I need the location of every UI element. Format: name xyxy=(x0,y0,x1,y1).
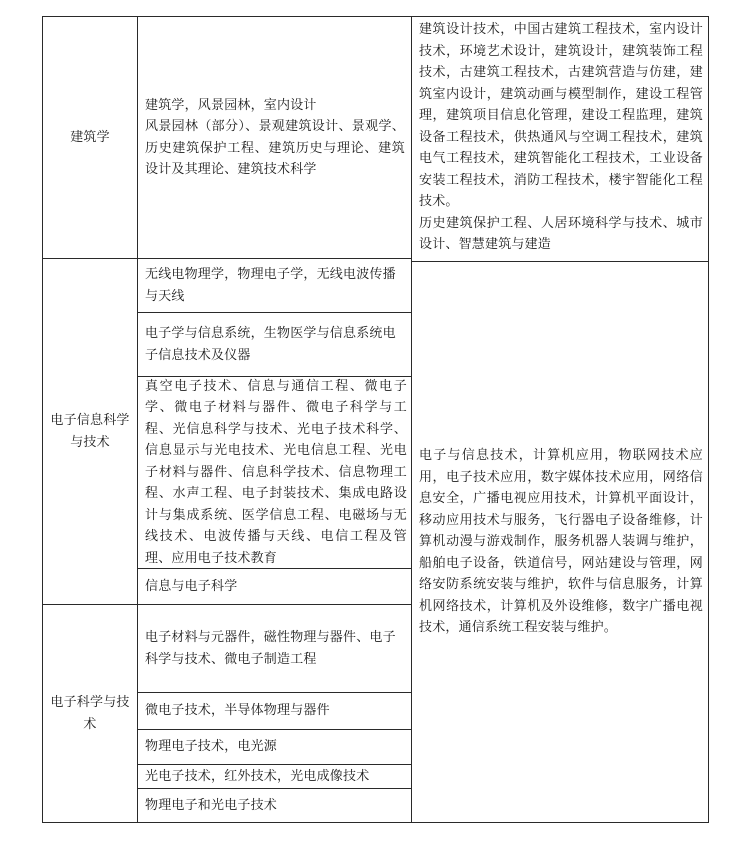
subject-cell xyxy=(145,789,407,822)
category-cell-electronic-info xyxy=(50,259,130,604)
subject-text: 信息与电子科学 xyxy=(145,578,238,594)
subject-text: 微电子技术，半导体物理与器件 xyxy=(145,703,330,719)
category-label: 电子信息科学与技术 xyxy=(50,413,130,450)
table-border-bottom xyxy=(42,822,709,823)
category-cell-architecture xyxy=(43,17,137,258)
major-text: 建筑设计技术，中国古建筑工程技术，室内设计技术，环境艺术设计，建筑设计，建筑装饰工程技术，古建筑工程技术，古建筑营造与仿建，建筑室内设计，建筑动画与模型制作，建设工程管理，建筑项目信息化管理，建设工程监理，建筑设备工程技术，供热通风与空调工程技术，建筑电气工程技术，建筑智能化工程技术，工业设备安装工程技术，消防工程技术，楼宇智能化工程技术。 xyxy=(419,22,703,209)
subject-cell xyxy=(145,569,407,604)
subject-cell xyxy=(145,605,407,692)
category-cell-electronic-science xyxy=(50,605,130,822)
subject-cell-architecture xyxy=(145,17,405,258)
subject-cell xyxy=(145,693,407,729)
major-text: 电子与信息技术，计算机应用，物联网技术应用，电子技术应用，数字媒体技术应用，网络信息安全，广播电视应用技术，计算机平面设计，移动应用技术与服务，飞行器电子设备维修，计算机动漫与游戏制作，服务机器人装调与维护，船舶电子设备，铁道信号，网站建设与管理，网络安防系统安装与维护，软件与信息服务，计算机网络技术，计算机及外设维修，数字广播电视技术，通信系统工程安装与维护。 xyxy=(419,448,703,636)
subject-text: 风景园林（部分）、景观建筑设计、景观学、历史建筑保护工程、建筑历史与理论、建筑设计及其理论、建筑技术科学 xyxy=(145,119,405,177)
subject-text: 真空电子技术、信息与通信工程、微电子学、微电子材料与器件、微电子科学与工程、光信息科学与技术、光电子技术科学、信息显示与光电技术、光电信息工程、光电子材料与器件、信息科学技术、信息物理工程、水声工程、电子封装技术、集成电路设计与集成系统、医学信息工程、电磁场与无线技术、电波传播与天线、电信工程及管理、应用电子技术教育 xyxy=(145,378,407,566)
subject-text: 无线电物理学，物理电子学，无线电波传播与天线 xyxy=(145,267,396,304)
subject-cell xyxy=(145,765,407,788)
table-border-right xyxy=(708,16,709,823)
subject-text: 电子材料与元器件，磁性物理与器件、电子科学与技术、微电子制造工程 xyxy=(145,630,396,667)
subject-text: 光电子技术，红外技术，光电成像技术 xyxy=(145,768,370,784)
subject-cell xyxy=(145,730,407,764)
subject-cell xyxy=(145,259,407,312)
table-border-col2 xyxy=(411,16,412,823)
subject-text: 物理电子和光电子技术 xyxy=(145,797,278,813)
subject-text: 建筑学，风景园林，室内设计 xyxy=(145,97,317,113)
subject-text: 物理电子技术，电光源 xyxy=(145,739,278,755)
category-label: 电子科学与技术 xyxy=(50,695,130,732)
table-border-col1 xyxy=(137,16,138,823)
category-label: 建筑学 xyxy=(70,129,110,145)
shared-major-cell-electronics xyxy=(419,262,703,822)
subject-text: 电子学与信息系统，生物医学与信息系统电子信息技术及仪器 xyxy=(145,326,396,363)
subject-cell xyxy=(145,377,407,568)
major-cell-architecture xyxy=(419,19,703,259)
major-text: 历史建筑保护工程、人居环境科学与技术、城市设计、智慧建筑与建造 xyxy=(419,215,703,252)
subject-cell xyxy=(145,313,407,376)
